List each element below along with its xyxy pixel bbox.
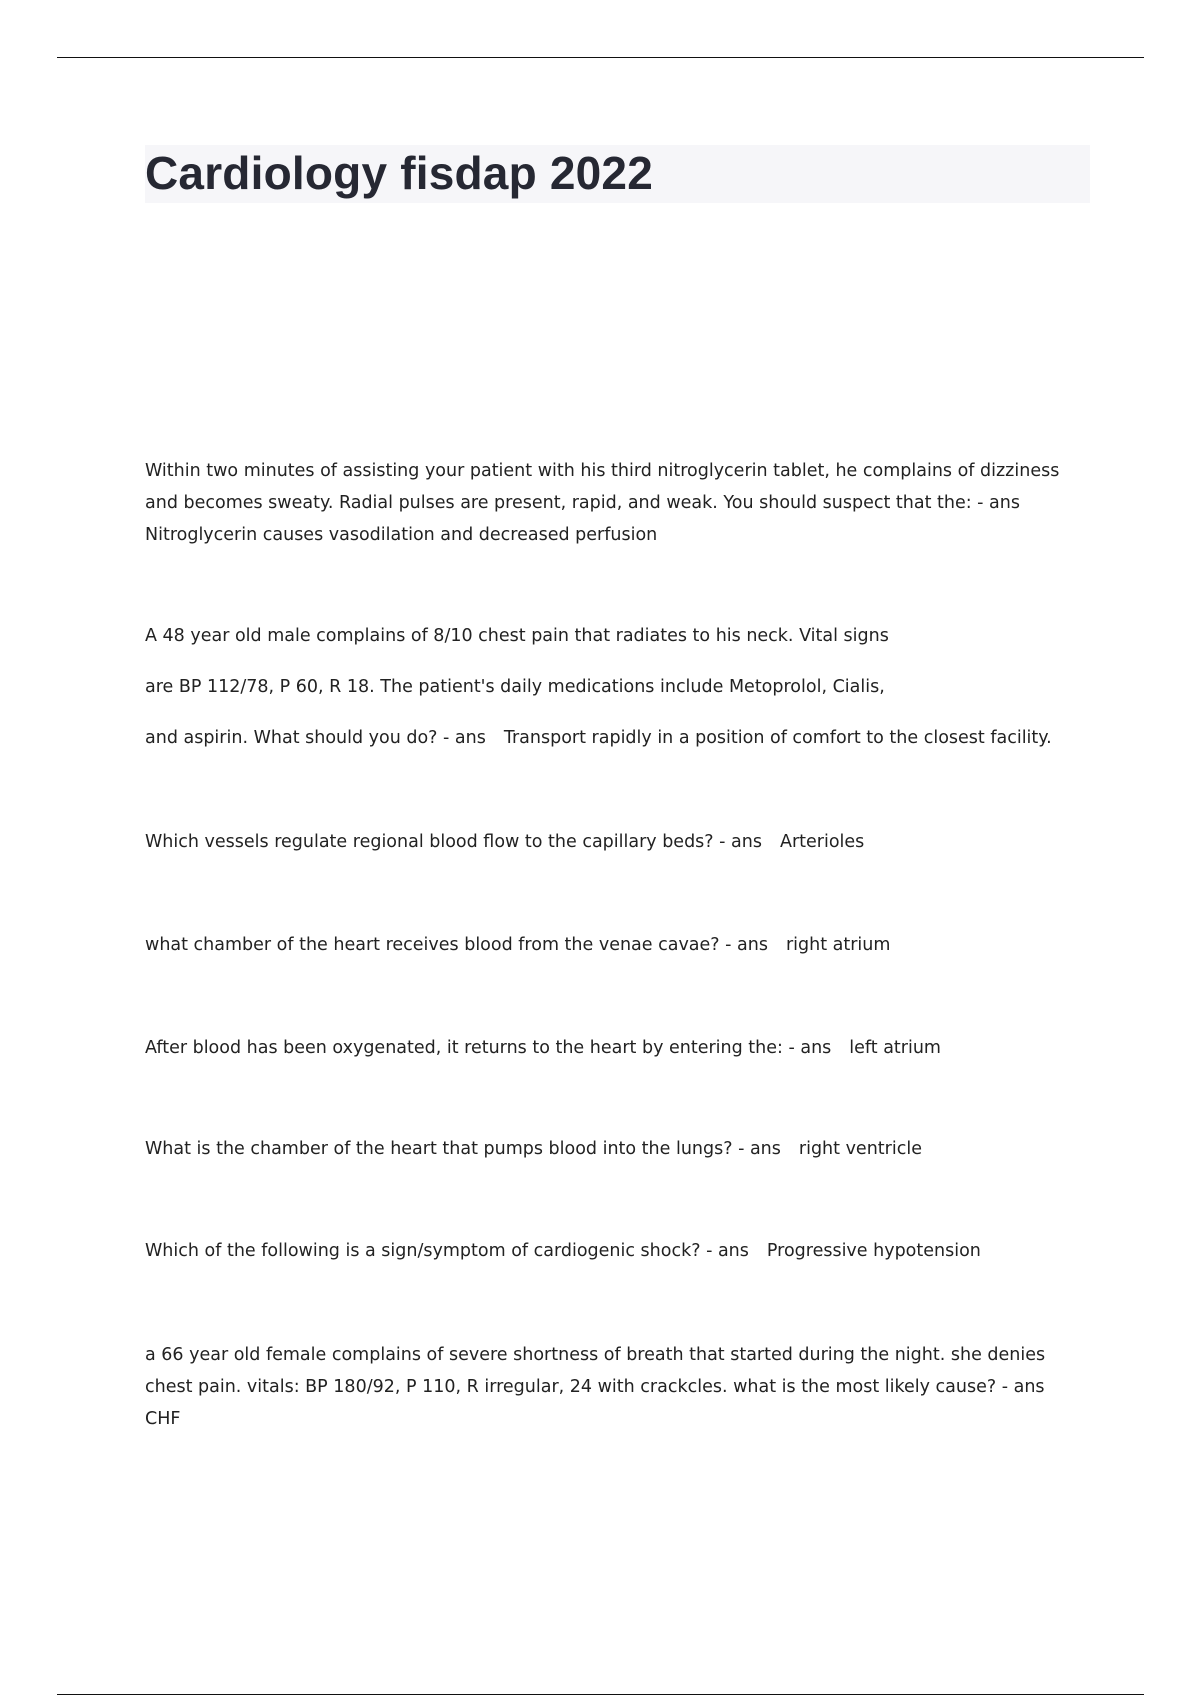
answer-2: Transport rapidly in a position of comfort to the closest facility. <box>503 728 1052 748</box>
qa-item-2 <box>145 611 1095 764</box>
question-3: Which vessels regulate regional blood flow to the capillary beds? - ans <box>145 832 762 852</box>
answer-6: right ventricle <box>798 1139 922 1159</box>
qa-item-5 <box>145 1032 1095 1064</box>
answer-8: CHF <box>145 1409 181 1429</box>
answer-3: Arterioles <box>779 832 865 852</box>
question-2-line-3: and aspirin. What should you do? - ans <box>145 728 486 748</box>
question-6: What is the chamber of the heart that pumps blood into the lungs? - ans <box>145 1139 781 1159</box>
question-2-line-2: are BP 112/78, P 60, R 18. The patient's daily medications include Metoprolol, Cialis, <box>145 677 885 697</box>
answer-1: Nitroglycerin causes vasodilation and decreased perfusion <box>145 525 658 545</box>
question-2-line-1: A 48 year old male complains of 8/10 chest pain that radiates to his neck. Vital signs <box>145 626 889 646</box>
qa-item-6 <box>145 1133 1095 1165</box>
qa-item-3 <box>145 826 1095 858</box>
question-1: Within two minutes of assisting your patient with his third nitroglycerin tablet, he complains of dizziness and becomes sweaty. Radial pulses are present, rapid, and weak. You should suspect that the: - ans <box>145 461 1060 513</box>
top-divider <box>57 57 1144 58</box>
question-5: After blood has been oxygenated, it returns to the heart by entering the: - ans <box>145 1038 832 1058</box>
question-8: a 66 year old female complains of severe shortness of breath that started during the night. she denies chest pain. vitals: BP 180/92, P 110, R irregular, 24 with crackcles. what is the most likely cause? - ans <box>145 1345 1046 1397</box>
qa-item-8 <box>145 1339 1095 1435</box>
answer-4: right atrium <box>785 935 891 955</box>
qa-item-4 <box>145 929 1095 961</box>
qa-item-1 <box>145 455 1095 551</box>
answer-7: Progressive hypotension <box>766 1241 981 1261</box>
question-4: what chamber of the heart receives blood from the venae cavae? - ans <box>145 935 768 955</box>
qa-item-7 <box>145 1235 1095 1267</box>
bottom-divider <box>57 1694 1144 1695</box>
question-7: Which of the following is a sign/symptom of cardiogenic shock? - ans <box>145 1241 749 1261</box>
document-title: Cardiology fisdap 2022 <box>145 147 653 199</box>
answer-5: left atrium <box>849 1038 941 1058</box>
